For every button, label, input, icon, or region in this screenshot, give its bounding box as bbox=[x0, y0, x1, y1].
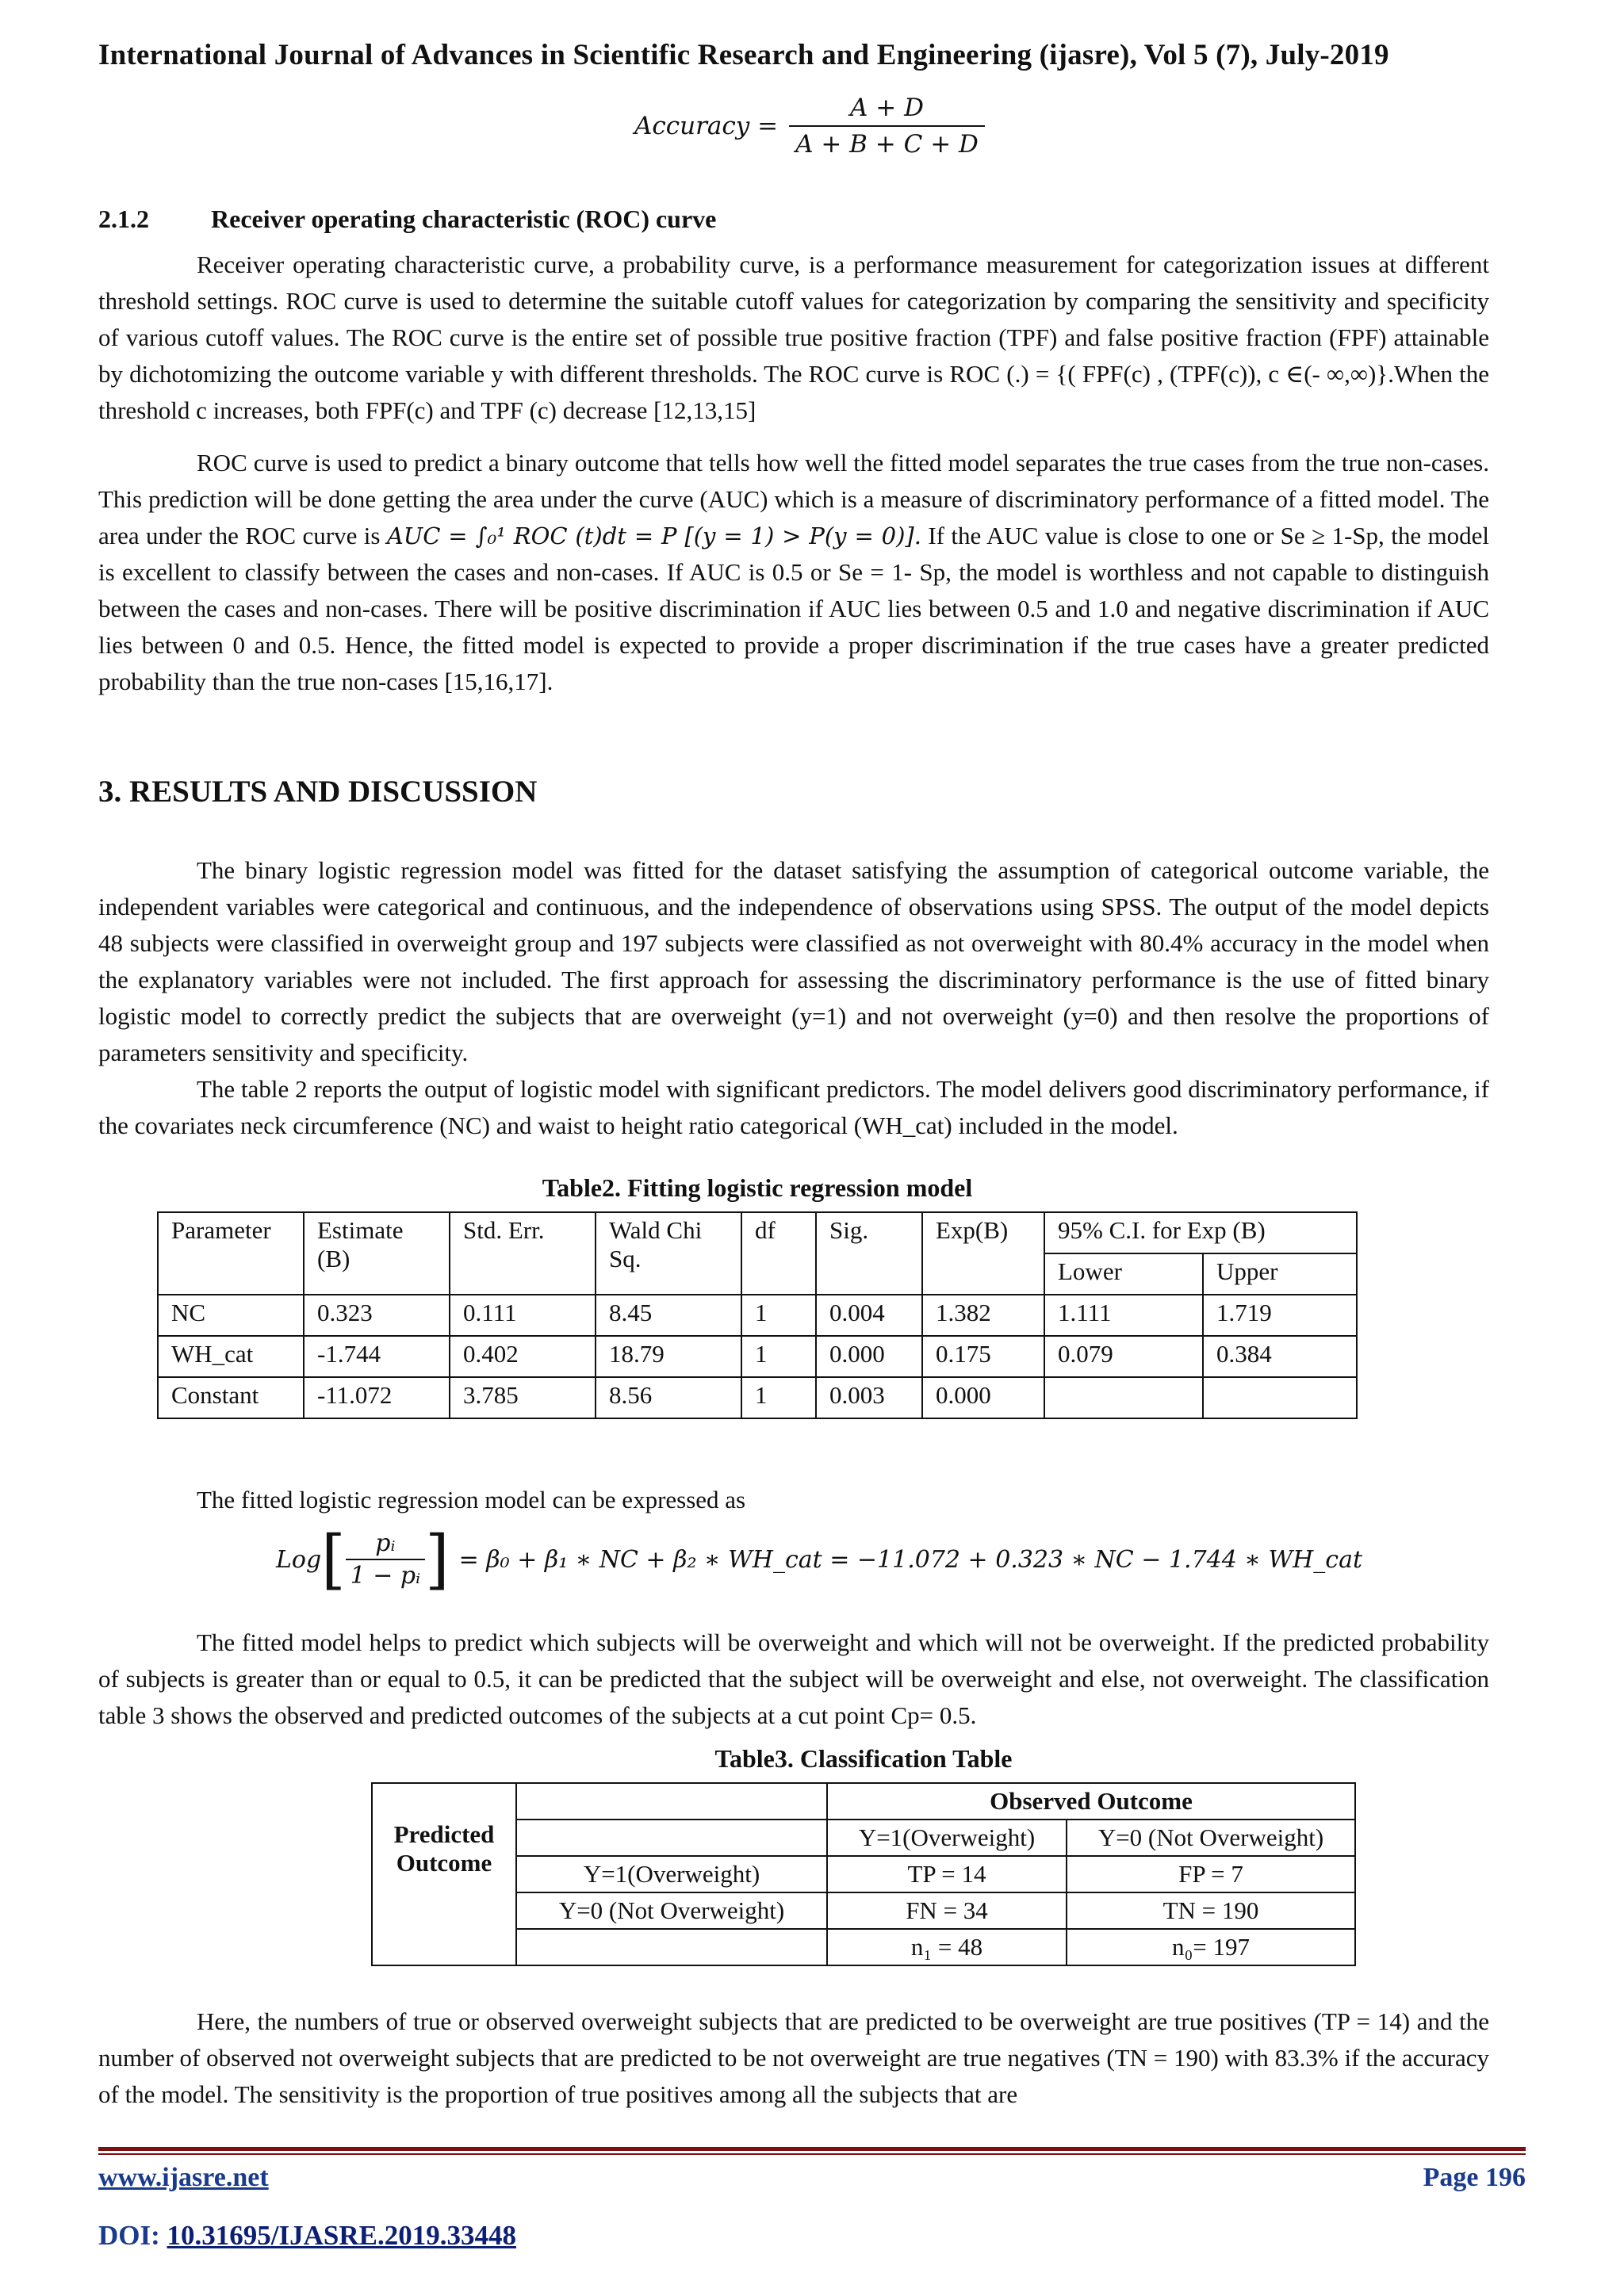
t2-cell: 1 bbox=[741, 1336, 816, 1377]
t2-cell: 0.111 bbox=[450, 1295, 596, 1336]
t2-h-sig: Sig. bbox=[816, 1212, 922, 1295]
doi-link[interactable]: 10.31695/IJASRE.2019.33448 bbox=[167, 2220, 516, 2251]
t2-h-estimate: Estimate (B) bbox=[304, 1212, 450, 1295]
results-paragraph-3: The fitted logistic regression model can be expressed as bbox=[197, 1486, 746, 1513]
t2-cell bbox=[1203, 1377, 1357, 1418]
t2-cell: 0.000 bbox=[922, 1377, 1044, 1418]
t3-fn: FN = 34 bbox=[827, 1892, 1067, 1929]
t2-h-wald: Wald Chi Sq. bbox=[596, 1212, 741, 1295]
results-paragraph-5: Here, the numbers of true or observed overweight subjects that are predicted to be overweight are true positives (TP = 14) and the number of observed not overweight subjects that are predicted to be not overweight are true negatives (TN = 190) with 83.3% if the accuracy of the model. The sensitivity is the proportion of true positives among all the subjects that are bbox=[98, 2007, 1489, 2108]
t2-cell: -1.744 bbox=[304, 1336, 450, 1377]
doi-line bbox=[98, 2220, 516, 2252]
t2-cell: 1 bbox=[741, 1295, 816, 1336]
logit-rhs: = β₀ + β₁ ∗ NC + β₂ ∗ WH_cat = −11.072 + 0.323 ∗ NC − 1.744 ∗ WH_cat bbox=[458, 1545, 1363, 1574]
t2-cell: 8.45 bbox=[596, 1295, 741, 1336]
t2-cell: 3.785 bbox=[450, 1377, 596, 1418]
results-heading: 3. RESULTS AND DISCUSSION bbox=[98, 775, 538, 809]
accuracy-numerator: A + D bbox=[850, 94, 924, 122]
table2-header-row bbox=[158, 1212, 1357, 1253]
logit-denominator: 1 − pᵢ bbox=[346, 1559, 426, 1590]
t2-h-expb: Exp(B) bbox=[922, 1212, 1044, 1295]
footer-rule-thin bbox=[98, 2153, 1526, 2155]
accuracy-lhs: Accuracy = bbox=[634, 112, 779, 140]
t3-fp: FP = 7 bbox=[1067, 1856, 1355, 1892]
t3-tn: TN = 190 bbox=[1067, 1892, 1355, 1929]
t3-row-y0: Y=0 (Not Overweight) bbox=[516, 1892, 827, 1929]
t2-cell: Constant bbox=[158, 1377, 304, 1418]
website-link[interactable]: www.ijasre.net bbox=[98, 2163, 269, 2192]
t3-predicted-label: Predicted Outcome bbox=[372, 1783, 516, 1965]
t2-h-df: df bbox=[741, 1212, 816, 1295]
section-212-number: 2.1.2 bbox=[98, 205, 149, 233]
t3-empty bbox=[516, 1820, 827, 1856]
auc-equation: AUC = ∫₀¹ ROC (t)dt = P [(y = 1) > P(y = 0)]. bbox=[386, 522, 921, 549]
t3-empty bbox=[516, 1783, 827, 1820]
t2-cell: 0.402 bbox=[450, 1336, 596, 1377]
accuracy-fraction bbox=[789, 94, 985, 159]
table-row bbox=[372, 1856, 1355, 1892]
table-row bbox=[158, 1295, 1357, 1336]
table-row bbox=[372, 1892, 1355, 1929]
t3-col-y1: Y=1(Overweight) bbox=[827, 1820, 1067, 1856]
t2-cell: 0.003 bbox=[816, 1377, 922, 1418]
section-212-heading bbox=[98, 205, 716, 234]
journal-header: International Journal of Advances in Scientific Research and Engineering (ijasre), Vol 5 (7), July-2019 bbox=[98, 39, 1389, 71]
t2-cell: NC bbox=[158, 1295, 304, 1336]
roc-paragraph-2 bbox=[98, 445, 1489, 700]
t3-row-y1: Y=1(Overweight) bbox=[516, 1856, 827, 1892]
t2-cell: 0.175 bbox=[922, 1336, 1044, 1377]
t3-observed-header: Observed Outcome bbox=[827, 1783, 1355, 1820]
t3-n1: n₁ = 48 bbox=[827, 1929, 1067, 1965]
t2-cell: 1.719 bbox=[1203, 1295, 1357, 1336]
t2-h-upper: Upper bbox=[1203, 1253, 1357, 1295]
results-paragraph-4: The fitted model helps to predict which subjects will be overweight and which will not be overweight. If the predicted probability of subjects is greater than or equal to 0.5, it can be predicted that the subject will be overweight and else, not overweight. The classification table 3 shows the observed and predicted outcomes of the subjects at a cut point Cp= 0.5. bbox=[98, 1628, 1489, 1729]
t3-tp: TP = 14 bbox=[827, 1856, 1067, 1892]
t3-n0: n₀= 197 bbox=[1067, 1929, 1355, 1965]
t2-cell: -11.072 bbox=[304, 1377, 450, 1418]
accuracy-equation bbox=[634, 94, 985, 159]
t2-cell: 8.56 bbox=[596, 1377, 741, 1418]
table3-caption: Table3. Classification Table bbox=[714, 1744, 1013, 1773]
t2-cell: 18.79 bbox=[596, 1336, 741, 1377]
table-row bbox=[372, 1929, 1355, 1965]
t2-cell: 1.111 bbox=[1044, 1295, 1203, 1336]
t3-col-y0: Y=0 (Not Overweight) bbox=[1067, 1820, 1355, 1856]
table2 bbox=[157, 1211, 1358, 1419]
roc-paragraph-2-text-b: If the AUC value is close to one or Se ≥ 1-Sp, the model is excellent to classify between the cases and non-cases. If AUC is 0.5 or Se = 1- Sp, the model is worthless and not capable to distinguish between the cases and non-cases. There will be positive discrimination if AUC lies between 0.5 and 1.0 and negative discrimination if AUC lies between 0 and 0.5. Hence, the fitted model is expected to provide a proper discrimination if the true cases have a greater predicted probability than the true non-cases [15,16,17]. bbox=[98, 522, 1489, 695]
results-paragraph-1: The binary logistic regression model was fitted for the dataset satisfying the assumption of categorical outcome variable, the independent variables were categorical and continuous, and the independence of observations using SPSS. The output of the model depicts 48 subjects were classified in overweight group and 197 subjects were classified as not overweight with 80.4% accuracy in the model when the explanatory variables were not included. The first approach for assessing the discriminatory performance is the use of fitted binary logistic model to correctly predict the subjects that are overweight (y=1) and not overweight (y=0) and then resolve the proportions of parameters sensitivity and specificity. bbox=[98, 856, 1489, 1066]
t2-cell: 0.004 bbox=[816, 1295, 922, 1336]
t2-h-stderr: Std. Err. bbox=[450, 1212, 596, 1295]
t2-cell: WH_cat bbox=[158, 1336, 304, 1377]
roc-paragraph-1: Receiver operating characteristic curve, a probability curve, is a performance measurement for categorization issues at different threshold settings. ROC curve is used to determine the suitable cutoff values for categorization by comparing the sensitivity and specificity of various cutoff values. The ROC curve is the entire set of possible true positive fraction (TPF) and false positive fraction (FPF) attainable by dichotomizing the outcome variable y with different thresholds. The ROC curve is ROC (.) = {( FPF(c) , (TPF(c)), c ∈(- ∞,∞)}.When the threshold c increases, both FPF(c) and TPF (c) decrease [12,13,15] bbox=[98, 251, 1489, 424]
footer-rule bbox=[98, 2147, 1526, 2151]
t2-h-parameter: Parameter bbox=[158, 1212, 304, 1295]
logit-fraction bbox=[346, 1529, 426, 1590]
logit-left-bracket: [ bbox=[321, 1521, 346, 1598]
table-row bbox=[372, 1820, 1355, 1856]
t2-cell: 0.384 bbox=[1203, 1336, 1357, 1377]
logit-numerator: pᵢ bbox=[375, 1529, 396, 1557]
t2-cell: 1.382 bbox=[922, 1295, 1044, 1336]
accuracy-denominator: A + B + C + D bbox=[789, 125, 985, 159]
t2-cell: 0.079 bbox=[1044, 1336, 1203, 1377]
section-212-title: Receiver operating characteristic (ROC) curve bbox=[211, 205, 717, 233]
t3-empty bbox=[516, 1929, 827, 1965]
t2-cell: 1 bbox=[741, 1377, 816, 1418]
logit-equation bbox=[276, 1521, 1363, 1598]
table2-caption: Table2. Fitting logistic regression model bbox=[542, 1173, 973, 1202]
logit-log: Log bbox=[276, 1545, 322, 1574]
logit-right-bracket: ] bbox=[425, 1521, 450, 1598]
t2-h-ci: 95% C.I. for Exp (B) bbox=[1044, 1212, 1357, 1253]
t2-cell: 0.323 bbox=[304, 1295, 450, 1336]
table3 bbox=[371, 1782, 1356, 1966]
t2-cell bbox=[1044, 1377, 1203, 1418]
table-row bbox=[158, 1336, 1357, 1377]
doi-label: DOI: bbox=[98, 2220, 160, 2251]
table-row bbox=[372, 1783, 1355, 1820]
page-number: Page 196 bbox=[1423, 2163, 1526, 2192]
t2-cell: 0.000 bbox=[816, 1336, 922, 1377]
table-row bbox=[158, 1377, 1357, 1418]
t2-h-lower: Lower bbox=[1044, 1253, 1203, 1295]
roc-paragraph-2-text-a: ROC curve is used to predict a binary outcome that tells how well the fitted model separates the true cases from the true non-cases. This prediction will be done getting the area under the curve (AUC) which is a measure of discriminatory performance of a fitted model. The area under the ROC curve is bbox=[98, 449, 1489, 549]
results-paragraph-2: The table 2 reports the output of logistic model with significant predictors. The model delivers good discriminatory performance, if the covariates neck circumference (NC) and waist to height ratio categorical (WH_cat) included in the model. bbox=[98, 1075, 1489, 1139]
